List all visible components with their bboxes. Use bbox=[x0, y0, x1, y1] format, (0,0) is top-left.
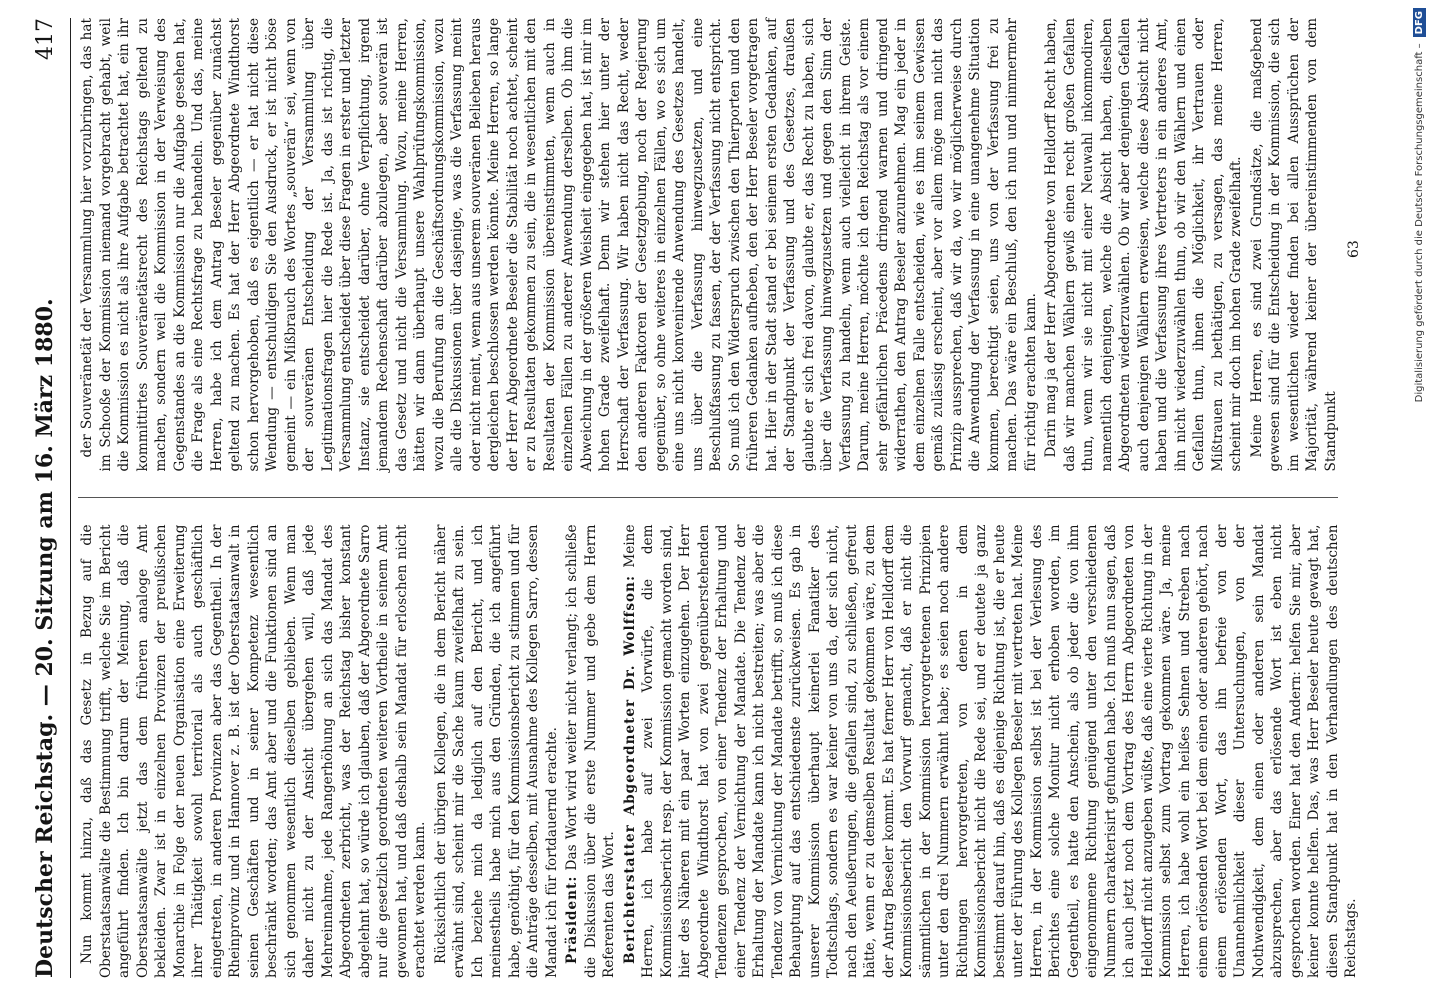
paragraph-text: Nun kommt hinzu, daß das Gesetz in Bezug auf die Oberstaatsanwälte die Bestimmung trifft, welche Sie im Bericht angeführt finden. Ich bin darum der Meinung, daß die Oberstaatsanwälte jetzt das dem früheren analoge Amt bekleiden. Zwar ist in einzelnen Provinzen der preußischen Monarchie in Folge der neuen Organisation eine Erweiterung ihrer Thätigkeit sowohl territorial als auch geschäftlich eingetreten, in anderen Provinzen aber das Gegentheil. In der Rheinprovinz und in Hannover z. B. ist der Oberstaatsanwalt in seinen Geschäften und in seiner Kompetenz wesentlich beschränkt worden; das Amt aber und die Funktionen sind an sich genommen wesentlich dieselben geblieben. Wenn man daher nicht zu der Ansicht übergehen will, daß jede Mehreinnahme, jede Rangerhöhung an sich das Mandat des Abgeordneten zerbricht, was der Reichstag bisher konstant abgelehnt hat, so würde ich glauben, daß der Abgeordnete Sarro nur die gesetzlich geordneten weiteren Vortheile in seinem Amt gewonnen hat, und daß deshalb sein Mandat für erloschen nicht erachtet werden kann. bbox=[79, 524, 428, 978]
paragraph-text: Meine Herren, es sind zwei Grundsätze, die maßgebend gewesen sind für die Entscheidung in der Kommission, die sich im wesentlichen wieder finden bei allen Aussprüchen der Majorität, während keiner der übereinstimmenden von dem Standpunkt bbox=[1248, 18, 1339, 472]
rotated-sheet bbox=[20, 18, 1410, 978]
paragraph-text: Meine Herren, ich habe auf zwei Vorwürfe, die dem Kommissionsbericht resp. der Kommission gemacht worden sind, hier des Näheren mit ein paar Worten einzugehen. Der Herr Abgeordnete Windthorst hat von zwei gegenüberstehenden Tendenzen gesprochen, von einer Tendenz der Erhaltung und einer Tendenz der Vernichtung der Mandate. Die Tendenz der Erhaltung der Mandate kann ich nicht bestreiten; was aber die Tendenz von Vernichtung der Mandate betrifft, so muß ich diese Behauptung auf das entschiedenste zurückweisen. Es gab in unserer Kommission überhaupt keinerlei Fanatiker des Todtschlags, sondern es war keiner von uns da, der sich nicht, nach den Aeußerungen, die gefallen sind, zu schließen, gefreut hätte, wenn er zu demselben Resultat gekommen wäre, zu dem der Antrag Beseler kommt. Es hat ferner Herr von Helldorff dem Kommissionsbericht den Vorwurf gemacht, daß er nicht die sämmtlichen in der Kommission hervorgetretenen Prinzipien unter den drei Nummern erwähnt habe; es seien noch andere Richtungen hervorgetreten, von denen in dem Kommissionsbericht nicht die Rede sei, und er deutete ja ganz bestimmt darauf hin, daß es diejenige Richtung ist, die er heute unter der Führung des Kollegen Beseler mit vertreten hat. Meine Herren, in der Kommission selbst ist bei der Verlesung des Berichtes eine solche Monitur nicht erhoben worden, im Gegentheil, es hatte den Anschein, als ob jeder die von ihm eingenommene Richtung genügend unter den verschiedenen Nummern charakterisirt gefunden habe. Ich muß nun sagen, daß ich auch jetzt noch dem Vortrag des Herrn Abgeordneten von Helldorff nicht anzugeben wüßte, daß eine vierte Richtung in der Kommission selbst zum Vortrag gekommen wäre. Ja, meine Herren, ich habe wohl ein heißes Sehnen und Streben nach einem erlösenden Wort bei dem einen oder anderen gehört, nach einem erlösenden Wort, das ihn befreie von der Unannehmlichkeit dieser Untersuchungen, von der Nothwendigkeit, dem einen oder anderen sein Mandat abzusprechen, aber das erlösende Wort ist eben nicht gesprochen worden. Einer hat den Andern: helfen Sie mir, aber keiner konnte helfen. Das, was Herr Beseler heute gewagt hat, diesen Standpunkt hat in den Verhandlungen des deutschen Reichstags. bbox=[621, 524, 1359, 978]
paragraph bbox=[78, 18, 1040, 472]
paragraph bbox=[563, 525, 619, 979]
paragraph bbox=[1248, 18, 1341, 472]
speaker-name: Präsident: bbox=[564, 875, 580, 964]
dfg-logo: DFG bbox=[1413, 8, 1426, 37]
column-divider bbox=[78, 498, 1338, 499]
signature-mark: 63 bbox=[1346, 240, 1362, 258]
column-left bbox=[78, 524, 1359, 979]
column-right bbox=[78, 18, 1338, 472]
dfg-credit-strip bbox=[1410, 8, 1428, 998]
paragraph bbox=[621, 525, 1361, 979]
paragraph-text: der Souveränetät der Versammlung hier vorzubringen, das hat im Schooße der Kommission niemand vorgebracht gehabt, weil die Kommission es nicht als ihre Aufgabe betrachtet hat, ein ihr kommittirtes Souveränetätsrecht des Reichstags geltend zu machen, sondern weil die Kommission in der Verweisung des Gegenstandes an die Kommission nur die Aufgabe gesehen hat, die Frage als eine Rechtsfrage zu behandeln. Und das, meine Herren, habe ich dem Antrag Beseler gegenüber zunächst geltend zu machen. Es hat der Herr Abgeordnete Windthorst schon hervorgehoben, daß es eigentlich — er hat nicht diese Wendung — entschuldigen Sie den Ausdruck, er ist nicht böse gemeint — ein Mißbrauch des Wortes „souverän“ sei, wenn von der souveränen Entscheidung der Versammlung über Legitimationsfragen hier die Rede ist. Ja, das ist richtig, die Versammlung entscheidet über diese Fragen in erster und letzter Instanz, sie entscheidet darüber, ohne Verpflichtung, irgend jemandem Rechenschaft darüber abzulegen, aber souverän ist das Gesetz und nicht die Versammlung. Wozu, meine Herren, hätten wir dann überhaupt unsere Wahlprüfungskommission, wozu die Berufung an die Geschäftsordnungskommission, wozu alle die Diskussionen über dasjenige, was die Verfassung meint oder nicht meint, wenn aus unserem souveränen Belieben heraus dergleichen beschlossen werden könnte. Meine Herren, so lange der Herr Abgeordnete Beseler die Stabilität noch achtet, scheint er zu Resultaten gekommen zu sein, die in wesentlichen mit den Resultaten der Kommission übereinstimmten, wenn auch in einzelnen Fällen zu anderer Anwendung derselben. Ob ihm die Abweichung in der größeren Weisheit eingegeben hat, ist mir im hohen Grade zweifelhaft. Denn wir stehen hier unter der Herrschaft der Verfassung. Wir haben nicht das Recht, weder den anderen Faktoren der Gesetzgebung, noch der Regierung gegenüber, so ohne weiteres in einzelnen Fällen, wo es sich um eine uns nicht konvenirende Anwendung des Gesetzes handelt, uns über die Verfassung hinwegzusetzen, und eine Beschlußfassung zu fassen, der der Verfassung nicht entspricht. So muß ich den Widerspruch zwischen den Thierporten und den früheren Gedanken aufheben, den der Herr Beseler vorgetragen hat. Hier in der Stadt stand er bei seinem ersten Gedanken, auf der Standpunkt der Verfassung und des Gesetzes, draußen glaubte er sich frei davon, glaubte er, das Recht zu haben, sich über die Verfassung hinwegzusetzen und gegen den Sinn der Verfassung zu handeln, wenn auch vielleicht in ihrem Geiste. Darum, meine Herren, möchte ich den Reichstag als vor einem sehr gefährlichen Präcedens dringend warnen und dringend widerrathen, den Antrag Beseler anzunehmen. Mag ein jeder in dem einzelnen Falle entscheiden, wie es ihm seinem Gewissen gemäß zulässig erscheint, aber vor allem möge man nicht das Prinzip aussprechen, daß wir da, wo wir möglicherweise durch die Anwendung der Verfassung in eine unangenehme Situation kommen, berechtigt seien, uns von der Verfassung frei zu machen. Das wäre ein Beschluß, den ich nun und nimmermehr für richtig erachten kann. bbox=[79, 18, 1039, 472]
paragraph bbox=[432, 525, 562, 979]
speaker-name: Berichterstatter Abgeordneter Dr. Wolffson: bbox=[621, 575, 638, 964]
header-title: Deutscher Reichstag. — 20. Sitzung am 16. März 1880. bbox=[32, 298, 58, 978]
paragraph-text: Das Wort wird weiter nicht verlangt; ich schließe die Diskussion über die erste Nummer und gebe dem Herrn Referenten das Wort. bbox=[564, 524, 617, 978]
paragraph bbox=[1042, 18, 1246, 472]
paragraph-text: Darin mag ja der Herr Abgeordnete von Helldorff Recht haben, daß wir manchen Wählern gewiß einen recht großen Gefallen thun, wenn wir sie nicht mit einer Neuwahl inkommodiren, namentlich denjenigen, welche die Absicht haben, dieselben Abgeordneten wiederzuwählen. Ob wir aber denjenigen Gefallen auch denjenigen Wählern erweisen, welche diese Absicht nicht haben und die Verfassung ihres Vertreters in ein anderes Amt, ihn nicht wiederzuwählen thun, ob wir den Wählern und einen Gefallen thun, ihnen die Möglichkeit, ihr Vertrauen oder Mißtrauen zu bethätigen, zu versagen, das meine Herren, scheint mir doch im hohen Grade zweifelhaft. bbox=[1043, 18, 1244, 472]
paragraph-text: Rücksichtlich der übrigen Kollegen, die in dem Bericht näher erwähnt sind, scheint mir die Sache kaum zweifelhaft zu sein. Ich beziehe mich da lediglich auf den Bericht, und ich meinestheils habe mich aus den Gründen, die ich angeführt habe, genöthigt, für den Kommissionsbericht zu stimmen und für die Anträge desselben, mit Ausnahme des Kollegen Sarro, dessen Mandat ich für fortdauernd erachte. bbox=[432, 524, 560, 978]
dfg-credit-text: Digitalisierung gefördert durch die Deutsche Forschungsgemeinschaft – bbox=[1413, 43, 1425, 403]
running-header bbox=[20, 18, 71, 978]
paragraph bbox=[78, 525, 430, 979]
page-number: 417 bbox=[32, 18, 58, 60]
